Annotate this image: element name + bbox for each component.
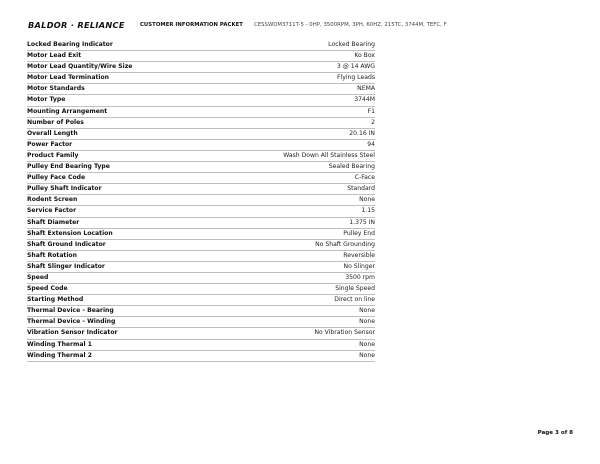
table-row xyxy=(27,95,375,106)
spec-value: Ko Box xyxy=(218,51,375,62)
spec-label: Shaft Ground Indicator xyxy=(27,239,218,250)
spec-label: Motor Lead Termination xyxy=(27,73,218,84)
table-row xyxy=(27,51,375,62)
spec-value: F1 xyxy=(218,106,375,117)
spec-value: Reversible xyxy=(218,250,375,261)
table-row xyxy=(27,84,375,95)
spec-label: Pulley Shaft Indicator xyxy=(27,184,218,195)
table-row xyxy=(27,40,375,51)
spec-value: 1.15 xyxy=(218,206,375,217)
spec-value: NEMA xyxy=(218,84,375,95)
model-description: CESSWDM3711T-5 - 0HP, 3500RPM, 3PH, 60HZ, 215TC, 3744M, TEFC, F xyxy=(254,22,447,28)
table-row xyxy=(27,350,375,361)
spec-value: 3744M xyxy=(218,95,375,106)
page-number: Page 3 of 8 xyxy=(537,430,573,436)
spec-value: 3500 rpm xyxy=(218,272,375,283)
table-row xyxy=(27,73,375,84)
spec-label: Shaft Slinger Indicator xyxy=(27,261,218,272)
spec-label: Motor Type xyxy=(27,95,218,106)
spec-label: Speed Code xyxy=(27,284,218,295)
spec-value: Single Speed xyxy=(218,284,375,295)
spec-label: Motor Lead Exit xyxy=(27,51,218,62)
table-row xyxy=(27,217,375,228)
spec-value: Wash Down All Stainless Steel xyxy=(218,150,375,161)
page-header xyxy=(28,19,588,31)
spec-label: Overall Length xyxy=(27,128,218,139)
spec-value: 2 xyxy=(218,117,375,128)
table-row xyxy=(27,184,375,195)
spec-value: 20.16 IN xyxy=(218,128,375,139)
table-row xyxy=(27,195,375,206)
table-row xyxy=(27,139,375,150)
spec-value: No Shaft Grounding xyxy=(218,239,375,250)
spec-label: Starting Method xyxy=(27,295,218,306)
spec-value: Locked Bearing xyxy=(218,40,375,51)
spec-value: None xyxy=(218,317,375,328)
spec-value: Sealed Bearing xyxy=(218,162,375,173)
spec-value: C-Face xyxy=(218,173,375,184)
spec-label: Number of Poles xyxy=(27,117,218,128)
spec-value: None xyxy=(218,306,375,317)
table-row xyxy=(27,306,375,317)
spec-label: Rodent Screen xyxy=(27,195,218,206)
spec-label: Speed xyxy=(27,272,218,283)
spec-value: None xyxy=(218,339,375,350)
table-row xyxy=(27,261,375,272)
spec-value: 1.375 IN xyxy=(218,217,375,228)
table-row xyxy=(27,228,375,239)
table-row xyxy=(27,150,375,161)
table-row xyxy=(27,106,375,117)
spec-label: Power Factor xyxy=(27,139,218,150)
spec-value: None xyxy=(218,195,375,206)
table-row xyxy=(27,162,375,173)
spec-label: Thermal Device - Bearing xyxy=(27,306,218,317)
spec-label: Pulley Face Code xyxy=(27,173,218,184)
spec-label: Motor Standards xyxy=(27,84,218,95)
table-row xyxy=(27,62,375,73)
spec-value: 94 xyxy=(218,139,375,150)
table-row xyxy=(27,250,375,261)
spec-value: No Vibration Sensor xyxy=(218,328,375,339)
specifications-table xyxy=(27,40,375,362)
table-row xyxy=(27,284,375,295)
table-row xyxy=(27,239,375,250)
packet-title: CUSTOMER INFORMATION PACKET xyxy=(140,22,243,28)
spec-label: Shaft Extension Location xyxy=(27,228,218,239)
spec-label: Vibration Sensor Indicator xyxy=(27,328,218,339)
spec-value: No Slinger xyxy=(218,261,375,272)
table-row xyxy=(27,317,375,328)
table-row xyxy=(27,295,375,306)
spec-value: Direct on line xyxy=(218,295,375,306)
spec-label: Mounting Arrangement xyxy=(27,106,218,117)
spec-label: Shaft Diameter xyxy=(27,217,218,228)
spec-value: None xyxy=(218,350,375,361)
spec-label: Winding Thermal 1 xyxy=(27,339,218,350)
spec-value: 3 @ 14 AWG xyxy=(218,62,375,73)
table-row xyxy=(27,117,375,128)
table-row xyxy=(27,128,375,139)
spec-label: Pulley End Bearing Type xyxy=(27,162,218,173)
table-row xyxy=(27,272,375,283)
table-row xyxy=(27,206,375,217)
spec-label: Motor Lead Quantity/Wire Size xyxy=(27,62,218,73)
spec-label: Thermal Device - Winding xyxy=(27,317,218,328)
spec-value: Standard xyxy=(218,184,375,195)
spec-label: Locked Bearing Indicator xyxy=(27,40,218,51)
spec-value: Pulley End xyxy=(218,228,375,239)
table-row xyxy=(27,173,375,184)
spec-label: Product Family xyxy=(27,150,218,161)
table-row xyxy=(27,328,375,339)
brand-logo: BALDOR · RELIANCE xyxy=(28,20,125,30)
spec-label: Service Factor xyxy=(27,206,218,217)
spec-label: Shaft Rotation xyxy=(27,250,218,261)
table-row xyxy=(27,339,375,350)
spec-label: Winding Thermal 2 xyxy=(27,350,218,361)
spec-value: Flying Leads xyxy=(218,73,375,84)
